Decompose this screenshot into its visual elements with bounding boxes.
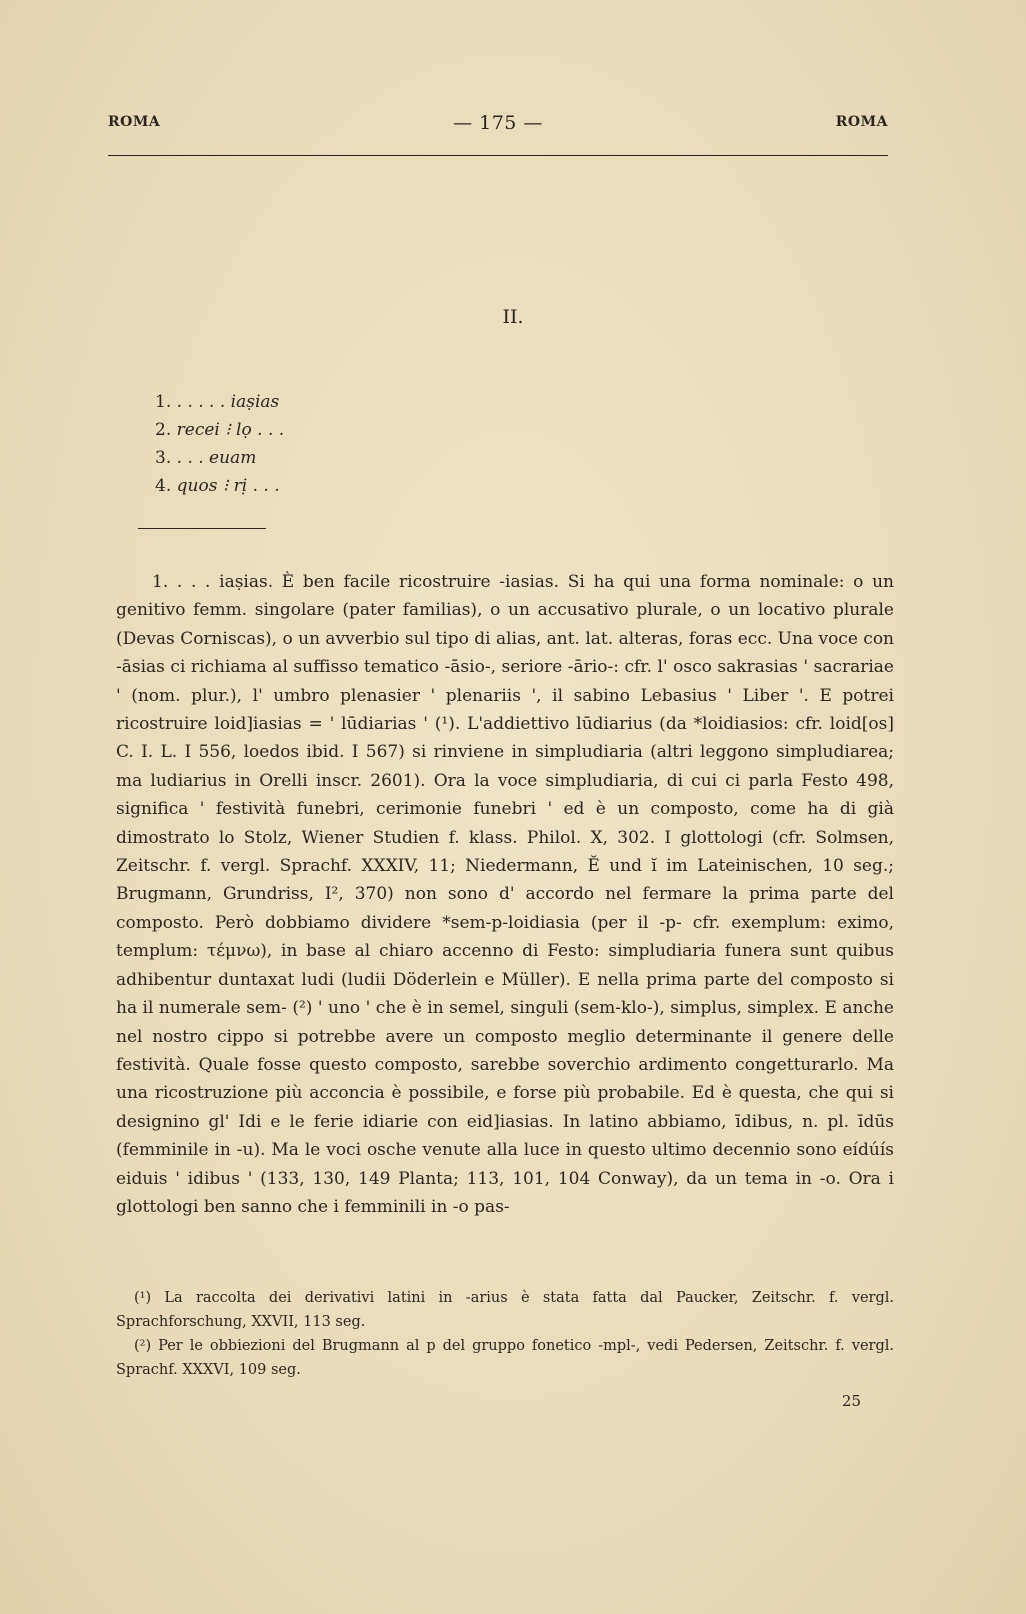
running-head-right: ROMA — [835, 114, 888, 130]
line-number: 4. — [155, 476, 172, 496]
signature-mark: 25 — [841, 1392, 861, 1410]
line-text: recei ⁝ lọ . . . — [171, 420, 285, 440]
commentary-body — [116, 568, 894, 1221]
page-number: — 175 — — [453, 112, 543, 134]
line-text: quos ⁝ rị . . . — [171, 476, 280, 496]
inscription-line — [155, 388, 284, 416]
inscription-line — [155, 472, 284, 500]
line-number: 3. — [155, 448, 172, 468]
line-number: 2. — [155, 420, 172, 440]
line-text: . . . euam — [171, 448, 257, 468]
separator-rule — [138, 528, 266, 529]
footnote-1: (¹) La raccolta dei derivativi latini in -arius è stata fatta dal Paucker, Zeitschr. f. vergl. Sprachforschung, XXVII, 113 seg. — [116, 1290, 894, 1330]
footnotes — [116, 1286, 894, 1382]
header-rule — [108, 155, 888, 156]
inscription-transcript — [155, 388, 284, 500]
commentary-paragraph: 1. . . . iaṣias. È ben facile ricostruire -iasias. Si ha qui una forma nominale: o un genitivo femm. singolare (pater familias), o un accusativo plurale, o un locativo plurale (Devas Corniscas), o un avverbio sul tipo di alias, ant. lat. alteras, foras ecc. Una voce con -āsias ci richiama al suffisso tematico -āsio-, seriore -ārio-: cfr. l' osco sakrasias ' sacrariae ' (nom. plur.), l' umbro plenasier ' plenariis ', il sabino Lebasius ' Liber '. E potrei ricostruire loid]iasias = ' lūdiarias ' (¹). L'addiettivo lūdiarius (da *loidiasios: cfr. loid[os] C. I. L. I 556, loedos ibid. I 567) si rinviene in simpludiaria (altri leggono simpludiarea; ma ludiarius in Orelli inscr. 2601). Ora la voce simpludiaria, di cui ci parla Festo 498, significa ' festività funebri, cerimonie funebri ' ed è un composto, come ha di già dimostrato lo Stolz, Wiener Studien f. klass. Philol. X, 302. I glottologi (cfr. Solmsen, Zeitschr. f. vergl. Sprachf. XXXIV, 11; Niedermann, Ĕ und ĭ im Lateinischen, 10 seg.; Brugmann, Grundriss, I², 370) non sono d' accordo nel fermare la prima parte del composto. Però dobbiamo dividere *sem-p-loidiasia (per il -p- cfr. exemplum: eximo, templum: τέμνω), in base al chiaro accenno di Festo: simpludiaria funera sunt quibus adhibentur duntaxat ludi (ludii Döderlein e Müller). E nella prima parte del composto si ha il numerale sem- (²) ' uno ' che è in semel, singuli (sem-klo-), simplus, simplex. E anche nel nostro cippo si potrebbe avere un composto meglio determinante il genere delle festività. Quale fosse questo composto, sarebbe soverchio ardimento congetturarlo. Ma una ricostruzione più acconcia è possibile, e forse più probabile. Ed è questa, che qui si designino gl' Idi e le ferie idiarie con eid]iasias. In latino abbiamo, īdibus, n. pl. īdūs (femminile in -u). Ma le voci osche venute alla luce in questo ultimo decennio sono eídúís eiduis ' idibus ' (133, 130, 149 Planta; 113, 101, 104 Conway), da un tema in -o. Ora i glottologi ben sanno che i femminili in -o pas- — [116, 572, 894, 1217]
section-heading: II. — [502, 306, 524, 328]
inscription-line — [155, 416, 284, 444]
footnote-2: (²) Per le obbiezioni del Brugmann al p del gruppo fonetico -mpl-, vedi Pedersen, Zeitschr. f. vergl. Sprachf. XXXVI, 109 seg. — [116, 1338, 894, 1378]
inscription-line — [155, 444, 284, 472]
running-head-left: ROMA — [108, 114, 161, 130]
running-head — [108, 112, 888, 136]
line-text: . . . . . iaṣias — [171, 392, 280, 412]
line-number: 1. — [155, 392, 172, 412]
